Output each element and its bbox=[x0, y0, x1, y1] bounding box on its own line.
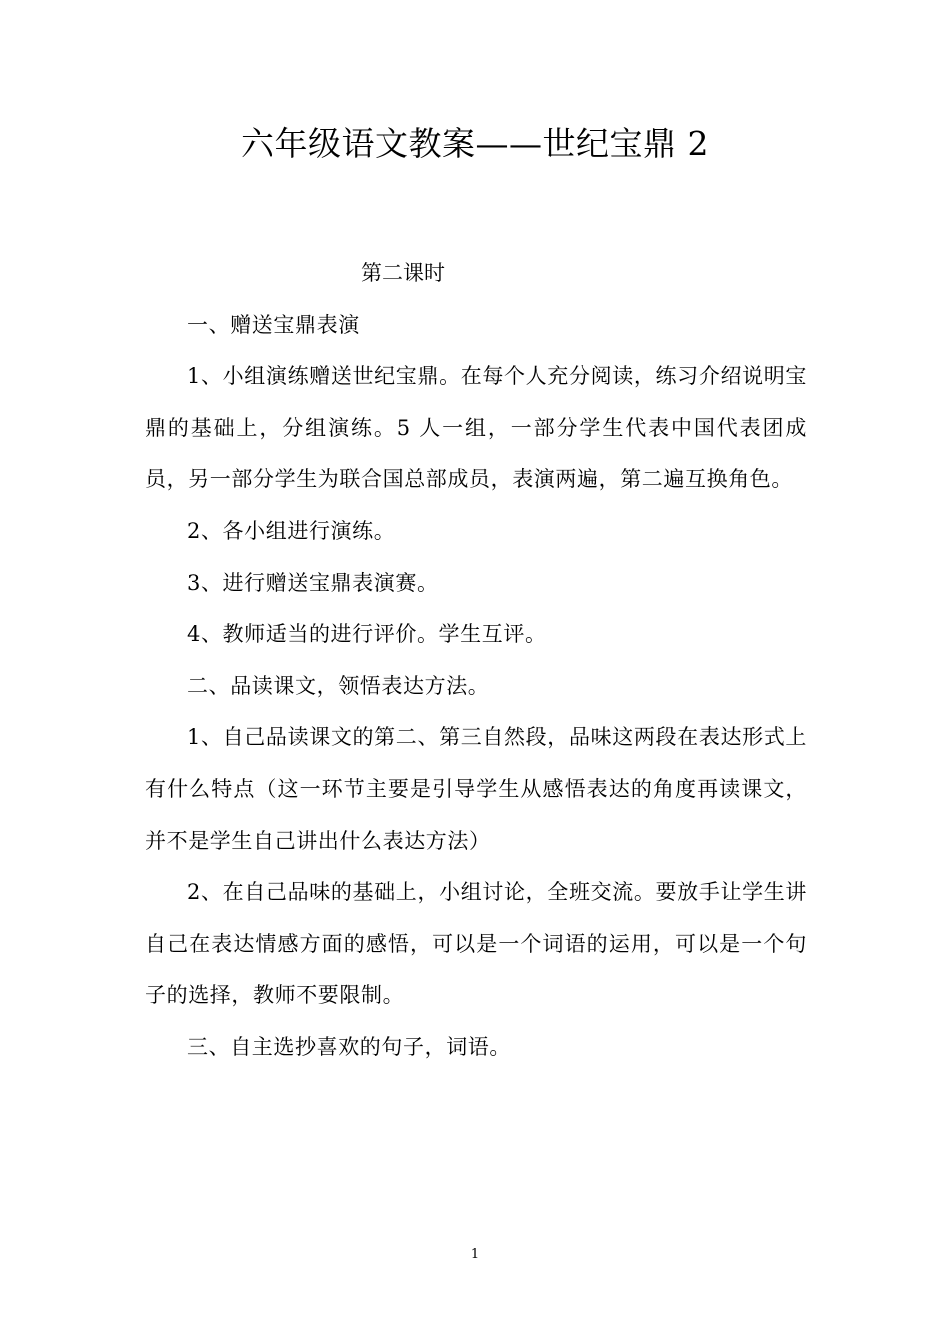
document-body bbox=[145, 248, 807, 1074]
document-title: 六年级语文教案——世纪宝鼎 2 bbox=[241, 124, 709, 163]
paragraph: 1、小组演练赠送世纪宝鼎。在每个人充分阅读，练习介绍说明宝鼎的基础上，分组演练。5 人一组，一部分学生代表中国代表团成员，另一部分学生为联合国总部成员，表演两遍，第二遍互换角色。 bbox=[145, 364, 807, 492]
section-heading-2: 二、品读课文，领悟表达方法。 bbox=[187, 673, 490, 698]
page-number: 1 bbox=[470, 1247, 480, 1262]
paragraph: 2、在自己品味的基础上，小组讨论，全班交流。要放手让学生讲自己在表达情感方面的感悟，可以是一个词语的运用，可以是一个句子的选择，教师不要限制。 bbox=[145, 880, 807, 1008]
section-heading-1: 一、赠送宝鼎表演 bbox=[187, 312, 360, 337]
paragraph: 3、进行赠送宝鼎表演赛。 bbox=[187, 570, 439, 595]
section-heading-3: 三、自主选抄喜欢的句子，词语。 bbox=[187, 1034, 511, 1059]
paragraph: 4、教师适当的进行评价。学生互评。 bbox=[187, 622, 547, 647]
paragraph: 1、自己品读课文的第二、第三自然段，品味这两段在表达形式上有什么特点（这一环节主要是引导学生从感悟表达的角度再读课文，并不是学生自己讲出什么表达方法） bbox=[145, 725, 807, 853]
paragraph: 2、各小组进行演练。 bbox=[187, 518, 396, 543]
lesson-subtitle: 第二课时 bbox=[361, 261, 445, 285]
